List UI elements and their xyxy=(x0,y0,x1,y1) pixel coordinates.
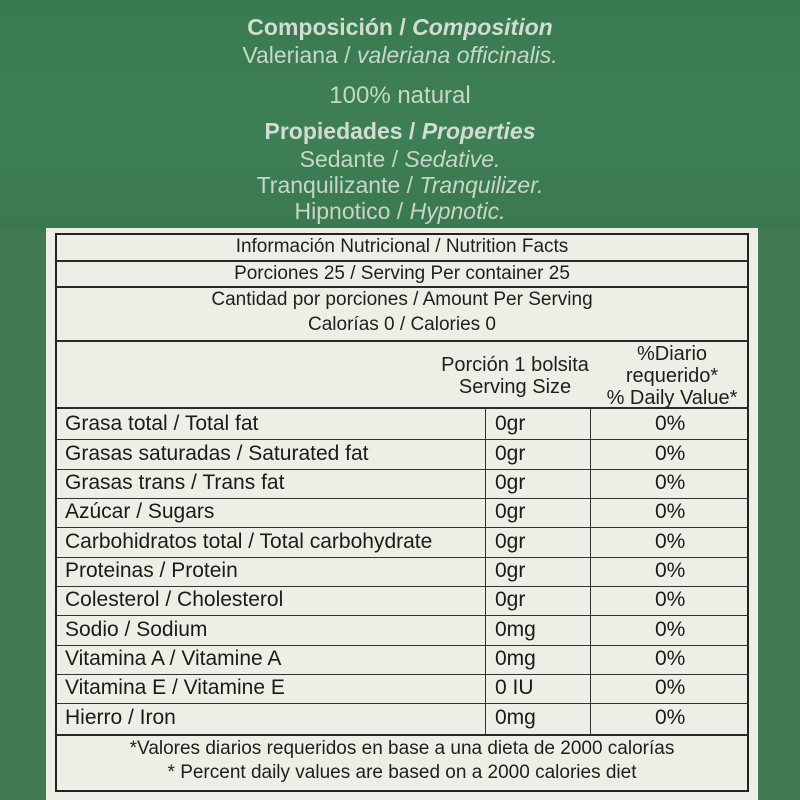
property-item: Sedante / Sedative. xyxy=(299,146,501,172)
table-row: Colesterol / Cholesterol 0gr 0% xyxy=(65,588,686,611)
divider xyxy=(55,286,749,288)
table-row: Grasas saturadas / Saturated fat 0gr 0% xyxy=(65,442,686,465)
divider xyxy=(55,260,749,262)
table-row: Carbohidratos total / Total carbohydrate 0gr 0% xyxy=(65,530,686,553)
calories: Calorías 0 / Calories 0 xyxy=(308,314,496,335)
daily-value-header: %Diario requerido* % Daily Value* xyxy=(606,343,738,409)
table-row: Vitamina E / Vitamine E 0 IU 0% xyxy=(65,676,686,699)
table-row: Proteinas / Protein 0gr 0% xyxy=(65,559,686,582)
property-item: Tranquilizante / Tranquilizer. xyxy=(256,172,544,198)
property-item: Hipnotico / Hypnotic. xyxy=(294,198,506,224)
table-row: Grasas trans / Trans fat 0gr 0% xyxy=(65,471,686,494)
table-row: Sodio / Sodium 0mg 0% xyxy=(65,618,686,641)
table-row: Azúcar / Sugars 0gr 0% xyxy=(65,500,686,523)
servings-per-container: Porciones 25 / Serving Per container 25 xyxy=(234,263,570,284)
footnote-es: *Valores diarios requeridos en base a una dieta de 2000 calorías xyxy=(129,738,675,759)
footnote-en: * Percent daily values are based on a 2000 calories diet xyxy=(167,762,637,783)
composition-line: Valeriana / valeriana officinalis. xyxy=(242,42,558,68)
nutrition-title: Información Nutricional / Nutrition Facts xyxy=(235,236,569,257)
serving-size-header: Porción 1 bolsita Serving Size xyxy=(441,354,589,398)
composition-heading: Composición / Composition xyxy=(247,14,553,40)
divider xyxy=(55,734,749,736)
table-row: Hierro / Iron 0mg 0% xyxy=(65,706,686,729)
natural-claim: 100% natural xyxy=(329,82,471,109)
table-row: Grasa total / Total fat 0gr 0% xyxy=(65,412,686,435)
amount-per-serving: Cantidad por porciones / Amount Per Serving xyxy=(211,289,593,310)
divider xyxy=(55,407,749,409)
divider xyxy=(55,340,749,342)
properties-heading: Propiedades / Properties xyxy=(264,118,536,144)
table-row: Vitamina A / Vitamine A 0mg 0% xyxy=(65,647,686,670)
